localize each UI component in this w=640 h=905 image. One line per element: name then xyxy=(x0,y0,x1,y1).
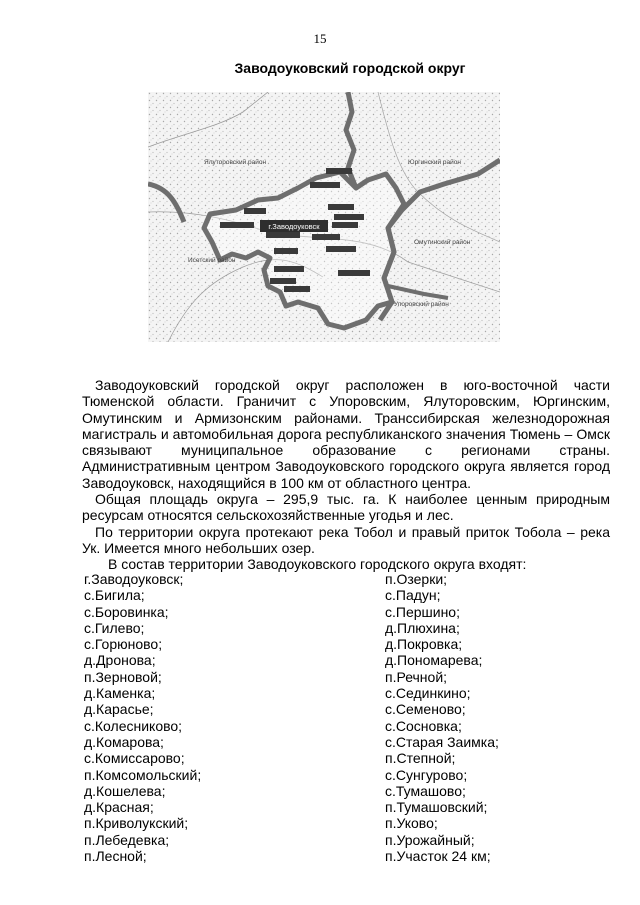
district-label-omutinsky: Омутинский район xyxy=(414,239,471,246)
settlement-item: д.Карасье; xyxy=(84,701,154,718)
settlement-item: с.Сосновка; xyxy=(385,717,462,734)
settlement-marker xyxy=(310,182,340,188)
settlement-item: с.Бигила; xyxy=(84,587,145,604)
settlement-item: с.Старая Заимка; xyxy=(385,733,499,750)
settlement-item: д.Кошелева; xyxy=(84,782,166,799)
settlement-item: п.Криволукский; xyxy=(84,815,189,832)
settlement-item: п.Речной; xyxy=(385,668,448,685)
settlement-item: с.Сунгурово; xyxy=(385,766,468,783)
settlement-item: п.Комсомольский; xyxy=(84,766,202,783)
settlement-marker xyxy=(328,204,354,210)
body-text xyxy=(82,377,610,573)
settlement-marker xyxy=(312,234,340,240)
document-title: Заводоуковский городской округ xyxy=(234,60,466,76)
settlement-item: п.Лебедевка; xyxy=(84,831,170,848)
settlement-item: с.Падун; xyxy=(385,587,441,604)
settlement-item: п.Зерновой; xyxy=(84,668,162,685)
page-number: 15 xyxy=(313,31,327,46)
settlement-item: с.Гилево; xyxy=(84,619,145,636)
paragraph: Общая площадь округа – 295,9 тыс. га. К наиболее ценным природным ресурсам относятся сельскохозяйственные угодья и лес. xyxy=(82,491,610,524)
settlement-item: с.Боровинка; xyxy=(84,603,169,620)
settlement-item: д.Каменка; xyxy=(84,685,156,702)
district-label-yurginsky: Юргинский район xyxy=(408,159,461,166)
settlement-item: с.Колесниково; xyxy=(84,717,183,734)
settlement-marker xyxy=(284,286,310,292)
settlement-item: с.Тумашово; xyxy=(385,782,466,799)
settlement-item: с.Семеново; xyxy=(385,701,466,718)
settlements-column-left xyxy=(84,571,354,864)
settlement-marker xyxy=(220,222,254,228)
settlement-item: д.Комарова; xyxy=(84,733,164,750)
settlement-item: п.Озерки; xyxy=(385,571,448,587)
settlement-marker xyxy=(244,208,266,214)
settlement-item: с.Сединкино; xyxy=(385,685,471,702)
settlement-item: п.Тумашовский; xyxy=(385,799,488,816)
paragraph: По территории округа протекают река Тобол и правый приток Тобола – река Ук. Имеется много небольших озер. xyxy=(82,523,610,556)
district-label-uporovsky: Упоровский район xyxy=(394,301,449,308)
city-label: г.Заводоуковск xyxy=(268,222,320,231)
settlement-item: д.Дронова; xyxy=(84,652,156,669)
district-map xyxy=(148,92,500,342)
settlement-marker xyxy=(326,168,352,174)
settlement-marker xyxy=(266,232,300,238)
settlement-item: д.Красная; xyxy=(84,799,154,816)
settlement-item: п.Участок 24 км; xyxy=(385,848,491,865)
settlement-item: п.Лесной; xyxy=(84,848,147,865)
settlement-item: г.Заводоуковск; xyxy=(84,571,184,587)
settlement-marker xyxy=(274,248,298,254)
settlement-item: д.Плюхина; xyxy=(385,619,460,636)
settlement-item: п.Уково; xyxy=(385,815,438,832)
settlement-item: п.Степной; xyxy=(385,750,456,767)
settlement-marker xyxy=(338,270,370,276)
settlement-marker xyxy=(332,222,358,228)
settlement-item: д.Покровка; xyxy=(385,636,463,653)
settlement-item: д.Пономарева; xyxy=(385,652,483,669)
settlement-item: с.Горюново; xyxy=(84,636,163,653)
settlement-item: п.Урожайный; xyxy=(385,831,475,848)
settlement-item: с.Комиссарово; xyxy=(84,750,185,767)
district-label-isetsky: Исетский район xyxy=(188,257,236,264)
paragraph: Заводоуковский городской округ расположен в юго-восточной части Тюменской области. Граничит с Упоровским, Ялуторовским, Юргинским, Омутинским и Армизонским районами. Транссибирская железнодорожная магистраль и автомобильная дорога республиканского значения Тюмень – Омск связывают муниципальное образование с регионами страны. Административным центром Заводоуковского городского округа является город Заводоуковск, находящийся в 100 км от областного центра. xyxy=(82,377,610,491)
settlement-marker xyxy=(274,266,304,272)
settlements-column-right xyxy=(385,571,585,864)
settlements-intro: В состав территории Заводоуковского городского округа входят: xyxy=(108,556,527,573)
settlement-marker xyxy=(334,214,364,220)
settlement-item: с.Першино; xyxy=(385,603,460,620)
settlement-marker xyxy=(270,278,296,284)
district-label-yalutorovsky: Ялуторовский район xyxy=(204,159,267,166)
settlement-marker xyxy=(326,246,356,252)
